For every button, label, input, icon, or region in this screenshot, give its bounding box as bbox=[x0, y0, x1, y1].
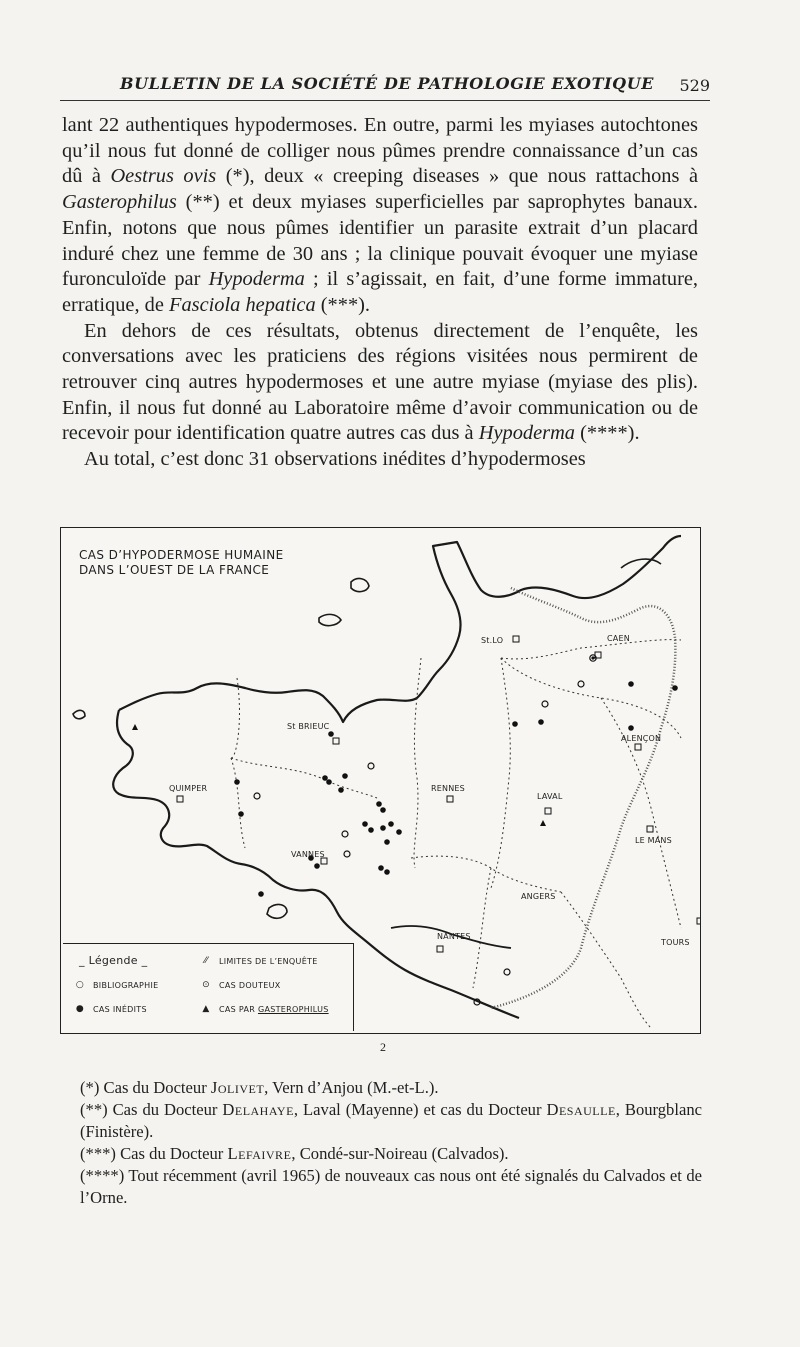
place-label-alencon: ALENÇON bbox=[621, 734, 662, 743]
text-run: Cas du Docteur bbox=[99, 1078, 211, 1097]
text-run: ; il s’agissait, en fait, d’une forme immature, erratique, de bbox=[62, 268, 699, 316]
text-run: En dehors de ces résultats, obtenus directement de l’enquête, les conversations avec les praticiens des régions visitées nous permirent de retrouver cinq autres hypodermoses et une autre myiase (myiase des plis). Enfin, il nous fut donné au Laboratoire même d’avoir communication ou de recevoir pour identification quatre autres cas dus à bbox=[62, 319, 698, 445]
species-name: Fasciola hepatica bbox=[169, 293, 316, 316]
author-name: Jolivet bbox=[210, 1078, 265, 1097]
place-label-caen: CAEN bbox=[607, 634, 630, 643]
text-run: , Bourgblanc (Finistère). bbox=[80, 1100, 702, 1141]
text-run: , Condé-sur-Noireau (Calvados). bbox=[291, 1144, 509, 1163]
legend-label: LIMITES DE L’ENQUÊTE bbox=[219, 956, 318, 966]
author-name: Lefaivre bbox=[227, 1144, 292, 1163]
legend-item-doubtful bbox=[201, 980, 281, 990]
filled-triangle-icon: ▲ bbox=[202, 1004, 210, 1014]
legend-item-limits bbox=[201, 956, 318, 966]
text-run: Tout récemment (avril 1965) de nouveaux cas nous ont été signalés du Calvados et de l’Orne. bbox=[80, 1166, 702, 1207]
footnote-mark: (**) bbox=[80, 1100, 108, 1119]
text-run: (*), deux « creeping diseases » que nous rattachons à bbox=[216, 165, 698, 188]
map-title-line: CAS D’HYPODERMOSE HUMAINE bbox=[79, 548, 284, 562]
footnotes bbox=[62, 1077, 702, 1209]
place-label-quimper: QUIMPER bbox=[169, 784, 208, 793]
filled-circle-icon: ● bbox=[75, 1004, 85, 1014]
legend-label-genus: GASTEROPHILUS bbox=[257, 1004, 329, 1014]
dotted-circle-icon: ⊙ bbox=[202, 980, 210, 990]
place-label-nantes: NANTES bbox=[437, 932, 471, 941]
map-figure bbox=[60, 527, 701, 1034]
footnote-mark: (*) bbox=[80, 1078, 100, 1097]
place-label-st-lo: St.LO bbox=[481, 636, 504, 645]
text-run: Cas du Docteur bbox=[107, 1100, 223, 1119]
journal-title: BULLETIN DE LA SOCIÉTÉ DE PATHOLOGIE EXOTIQUE bbox=[120, 74, 655, 93]
text-run: lant 22 authentiques hypodermoses. En outre, parmi les myiases autochtones qu’il nous fut donné de colliger nous pûmes prendre connaissance d’un cas dû à bbox=[62, 114, 698, 188]
legend-item-bibliography bbox=[75, 980, 159, 990]
text-run: , Laval (Mayenne) et cas du Docteur bbox=[293, 1100, 547, 1119]
legend-item-unpublished bbox=[75, 1004, 147, 1014]
footnote-1 bbox=[62, 1077, 702, 1099]
paragraph-3: Au total, c’est donc 31 observations inédites d’hypodermoses bbox=[84, 448, 586, 471]
page-number: 529 bbox=[679, 76, 710, 95]
place-label-st-brieuc: St BRIEUC bbox=[287, 722, 330, 731]
paragraph-1 bbox=[62, 113, 698, 319]
running-header bbox=[60, 70, 710, 101]
survey-limit bbox=[491, 588, 675, 1008]
figure-number: 2 bbox=[380, 1040, 386, 1054]
place-label-laval: LAVAL bbox=[537, 792, 563, 801]
place-label-vannes: VANNES bbox=[291, 850, 325, 859]
text-run: (***). bbox=[315, 293, 371, 316]
species-name: Oestrus ovis bbox=[110, 165, 217, 188]
author-name: Desaulle bbox=[546, 1100, 616, 1119]
text-run: , Vern d’Anjou (M.-et-L.). bbox=[264, 1078, 439, 1097]
paragraph-2 bbox=[62, 319, 698, 448]
footnote-mark: (***) bbox=[80, 1144, 116, 1163]
species-name: Gasterophilus bbox=[62, 191, 177, 214]
legend-label: CAS INÉDITS bbox=[93, 1004, 147, 1014]
legend-label: BIBLIOGRAPHIE bbox=[93, 980, 159, 990]
place-label-angers: ANGERS bbox=[521, 892, 556, 901]
text-run: (****). bbox=[575, 422, 640, 445]
legend-label-prefix: CAS PAR bbox=[219, 1004, 258, 1014]
text-run: (**) et deux myiases superficielles par saprophytes banaux. Enfin, notons que nous pûmes identifier un parasite extrait d’un placard induré chez une femme de 30 ans ; la clinique pouvait évoquer une myiase furonculoïde par bbox=[62, 191, 698, 291]
place-label-le-mans: LE MANS bbox=[635, 836, 672, 845]
species-name: Hypoderma bbox=[208, 268, 305, 291]
map-title-line: DANS L’OUEST DE LA FRANCE bbox=[79, 563, 270, 577]
hatched-line-icon: ⁄⁄ bbox=[204, 956, 208, 966]
legend-label: CAS DOUTEUX bbox=[219, 980, 281, 990]
body-text bbox=[62, 113, 698, 473]
species-name: Hypoderma bbox=[478, 422, 575, 445]
footnote-2 bbox=[62, 1099, 702, 1143]
footnote-4 bbox=[62, 1165, 702, 1209]
legend-label bbox=[219, 1005, 329, 1014]
legend-title: _ Légende _ bbox=[79, 954, 148, 967]
place-label-tours: TOURS bbox=[661, 938, 690, 947]
place-label-rennes: RENNES bbox=[431, 784, 465, 793]
legend-item-gasterophilus bbox=[201, 1004, 329, 1014]
text-run: Cas du Docteur bbox=[115, 1144, 228, 1163]
map-legend bbox=[63, 943, 354, 1031]
footnote-mark: (****) bbox=[80, 1166, 125, 1185]
footnote-3 bbox=[62, 1143, 702, 1165]
open-circle-icon: ○ bbox=[75, 980, 85, 990]
map-title bbox=[79, 548, 284, 578]
author-name: Delahaye bbox=[222, 1100, 294, 1119]
